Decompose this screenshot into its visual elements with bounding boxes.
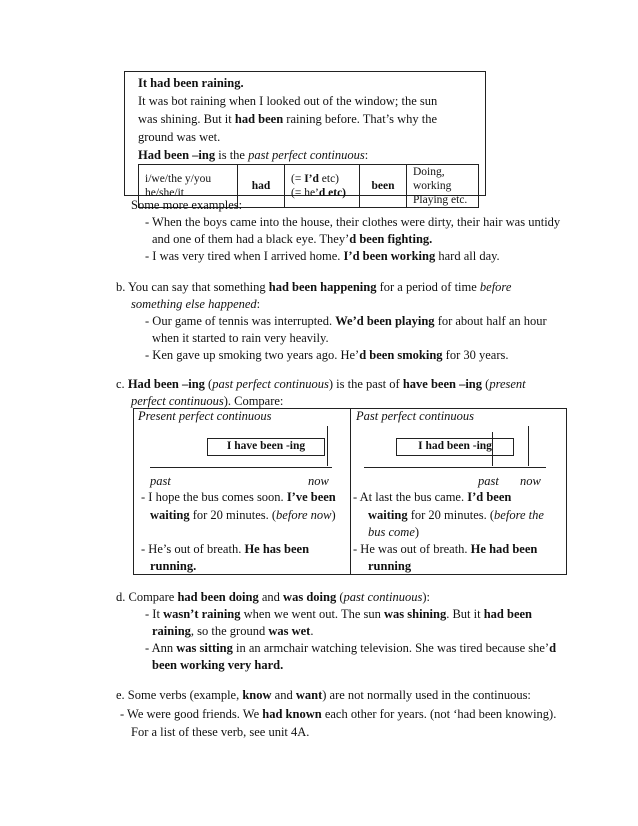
intro-line-2: was shining. But it had been raining before. That’s why the (138, 112, 438, 126)
example-2: - I was very tired when I arrived home. I’d been working hard all day. (145, 249, 500, 263)
right-heading: Past perfect continuous (356, 409, 475, 423)
example-1-line-1: - When the boys came into the house, their clothes were dirty, their hair was untidy (145, 215, 561, 229)
right-example-2-line-2: running (368, 559, 412, 573)
section-b-line-4: when it started to rain very heavily. (152, 331, 329, 345)
section-e-line-2: - We were good friends. We had known each other for years. (not ‘had been knowing). (120, 707, 557, 721)
intro-line-4: Had been –ing is the past perfect continuous: (138, 148, 369, 162)
section-e-line-1: e. Some verbs (example, know and want) are not normally used in the continuous: (116, 688, 531, 702)
left-now-label: now (308, 474, 329, 488)
left-heading: Present perfect continuous (138, 409, 272, 423)
right-example-1-line-1: - At last the bus came. I’d been (353, 490, 512, 504)
right-timeline-label: I had been -ing (396, 438, 514, 456)
right-now-label: now (520, 474, 541, 488)
intro-line-1: It was bot raining when I looked out of the window; the sun (138, 94, 438, 108)
right-example-1-line-3: bus come) (368, 525, 420, 539)
left-timeline-label: I have been -ing (207, 438, 325, 456)
intro-line-3: ground was wet. (138, 130, 221, 144)
section-d-line-1: d. Compare had been doing and was doing (past continuous): (116, 590, 430, 604)
section-c-line-1: c. Had been –ing (past perfect continuous) is the past of have been –ing (present (116, 377, 526, 391)
left-past-label: past (150, 474, 171, 488)
section-b-line-3: - Our game of tennis was interrupted. We’d been playing for about half an hour (145, 314, 547, 328)
compare-divider (350, 408, 351, 575)
section-d-line-3: raining, so the ground was wet. (152, 624, 314, 638)
right-timeline-tick-now (528, 426, 529, 466)
example-1-line-2: and one of them had a black eye. They’d been fighting. (152, 232, 433, 246)
intro-title: It had been raining. (138, 76, 244, 90)
section-d-line-5: been working very hard. (152, 658, 284, 672)
left-timeline (150, 467, 332, 468)
right-timeline (364, 467, 546, 468)
section-c-line-2: perfect continuous). Compare: (131, 394, 284, 408)
section-d-line-2: - It wasn’t raining when we went out. The sun was shining. But it had been (145, 607, 532, 621)
right-example-2-line-1: - He was out of breath. He had been (353, 542, 538, 556)
section-b-line-2: something else happened: (131, 297, 261, 311)
section-b-line-5: - Ken gave up smoking two years ago. He’d been smoking for 30 years. (145, 348, 509, 362)
left-example-1-line-2: waiting for 20 minutes. (before now) (150, 508, 336, 522)
right-example-1-line-2: waiting for 20 minutes. (before the (368, 508, 544, 522)
examples-intro: Some more examples: (131, 198, 243, 212)
section-b-line-1: b. You can say that something had been happening for a period of time before (116, 280, 512, 294)
section-e-line-3: For a list of these verb, see unit 4A. (131, 725, 310, 739)
right-past-label: past (478, 474, 499, 488)
right-timeline-tick-past (492, 432, 493, 466)
section-d-line-4: - Ann was sitting in an armchair watching television. She was tired because she’d (145, 641, 557, 655)
left-example-2-line-2: running. (150, 559, 197, 573)
left-timeline-tick (327, 426, 328, 466)
left-example-1-line-1: - I hope the bus comes soon. I’ve been (141, 490, 336, 504)
form-table: i/we/the y/you he/she/it had (= I’d etc) (= he’d etc) been Doing, working Playing etc. (138, 164, 479, 208)
left-example-2-line-1: - He’s out of breath. He has been (141, 542, 310, 556)
